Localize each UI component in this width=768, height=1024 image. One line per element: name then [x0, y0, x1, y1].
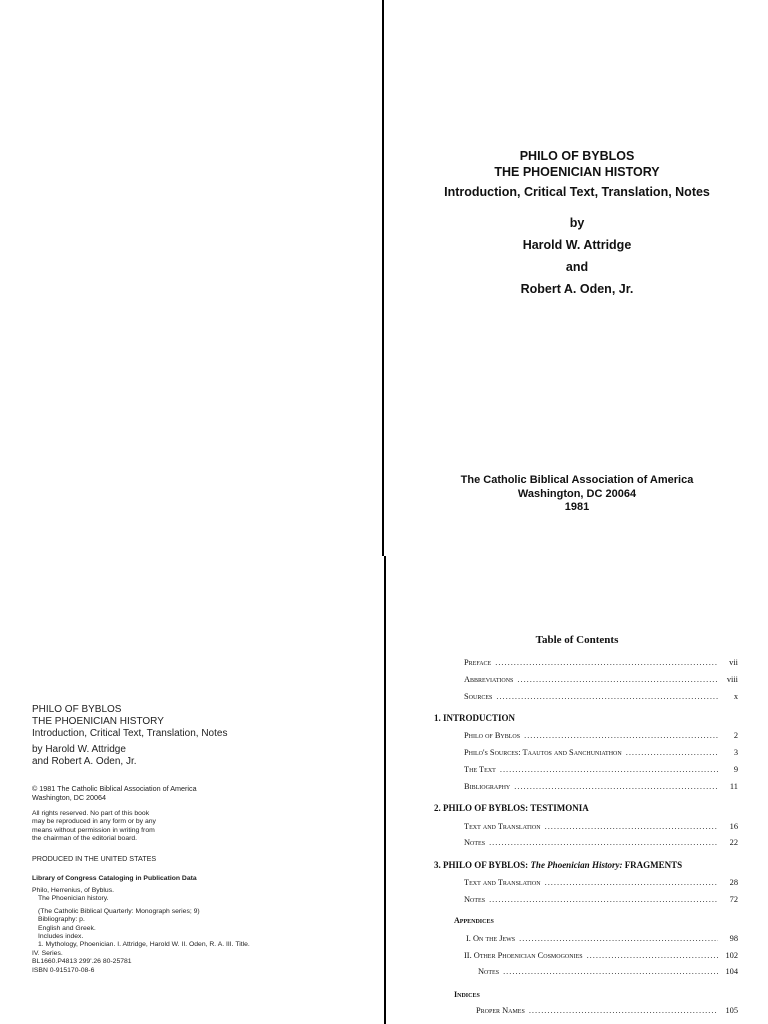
cip-line: ISBN 0-915170-08-6 — [32, 966, 95, 974]
rights-line3: means without permission in writing from — [32, 826, 155, 834]
copyright-block — [32, 704, 372, 975]
author-name: Harold W. Attridge — [522, 238, 632, 252]
publisher-location: Washington, DC 20064 — [517, 487, 637, 500]
toc-entry — [464, 675, 738, 684]
author-name: Robert A. Oden, Jr. — [520, 282, 634, 296]
toc-entry-page: 11 — [729, 782, 738, 791]
and-word: and — [565, 260, 589, 274]
cip-line: Includes index. — [38, 933, 84, 941]
toc-entry-label: Notes — [464, 895, 486, 904]
toc-entry-page: 16 — [729, 822, 738, 831]
rights-line1: All rights reserved. No part of this book — [32, 810, 150, 818]
toc-entry-page: 102 — [725, 951, 738, 960]
cip-line: (The Catholic Biblical Quarterly: Monograph series; 9) — [38, 907, 200, 915]
publication-year: 1981 — [564, 501, 590, 513]
toc-entry — [464, 748, 738, 757]
cip-line: Bibliography: p. — [38, 916, 85, 924]
book-subtitle: Introduction, Critical Text, Translation, Notes — [444, 185, 710, 199]
toc-entry-label: Sources — [464, 692, 493, 701]
toc-entry — [464, 658, 738, 667]
toc-entry — [466, 934, 738, 943]
copyright-title-line1: PHILO OF BYBLOS — [32, 704, 122, 715]
toc-entry — [464, 895, 738, 904]
copyright-authors-line2: and Robert A. Oden, Jr. — [32, 755, 137, 767]
toc-entry — [464, 822, 738, 831]
copyright-subtitle: Introduction, Critical Text, Translation, Notes — [32, 728, 228, 740]
toc-entry-label: Notes — [464, 838, 486, 847]
toc-entry-page: 22 — [729, 838, 738, 847]
toc-entry-page: vii — [729, 658, 738, 667]
toc-entry-label: Philo of Byblos — [464, 731, 521, 740]
right-page — [386, 0, 768, 1024]
toc-section-italic: The Phoenician History: — [530, 860, 623, 870]
toc-entry-label: Text and Translation — [464, 822, 541, 831]
toc-entry — [464, 765, 738, 774]
toc-entry — [464, 878, 738, 887]
cip-heading: Library of Congress Cataloging in Publication Data — [32, 874, 197, 882]
left-page — [0, 0, 383, 1024]
produced-line: PRODUCED IN THE UNITED STATES — [32, 853, 157, 863]
cip-line: BL1660.P4813 299'.26 80-25781 — [32, 958, 132, 966]
toc-entry-page: x — [733, 692, 738, 701]
toc-section-heading: 2. PHILO OF BYBLOS: TESTIMONIA — [434, 803, 589, 813]
toc-entry-page: 98 — [729, 934, 738, 943]
toc-entry-page: 9 — [733, 765, 738, 774]
copyright-authors-line1: by Harold W. Attridge — [32, 743, 126, 755]
toc-entry-label: The Text — [464, 765, 496, 774]
copyright-notice-line1: © 1981 The Catholic Biblical Association of America — [32, 784, 197, 794]
toc-entry-page: 105 — [725, 1006, 738, 1015]
toc-appendices-heading: Appendices — [454, 916, 494, 925]
toc-indices-heading: Indices — [454, 990, 480, 999]
toc-entry-page: 28 — [729, 878, 738, 887]
toc-entry-page: 72 — [729, 895, 738, 904]
toc-entry-label: Abbreviations — [464, 675, 514, 684]
toc-section-heading — [434, 860, 682, 870]
title-block — [386, 148, 768, 200]
toc-entry — [464, 838, 738, 847]
cip-line: 1. Mythology, Phoenician. I. Attridge, Harold W. II. Oden, R. A. III. Title. — [38, 941, 250, 949]
toc-entry-label: Proper Names — [476, 1006, 525, 1015]
toc-entry-page: 104 — [725, 967, 738, 976]
toc-entry-label: Philo's Sources: Taautos and Sanchuniathon — [464, 748, 622, 757]
toc-entry — [464, 782, 738, 791]
book-title-line2: THE PHOENICIAN HISTORY — [494, 165, 660, 179]
toc-entry — [478, 967, 738, 976]
toc-entry — [476, 1006, 738, 1015]
cip-line: English and Greek. — [38, 924, 96, 932]
toc-entry — [464, 731, 738, 740]
copyright-notice-line2: Washington, DC 20064 — [32, 793, 107, 803]
toc-section-heading: 1. INTRODUCTION — [434, 713, 516, 723]
toc-entry-page: viii — [726, 675, 738, 684]
toc-entry-page: 3 — [733, 748, 738, 757]
copyright-title-line2: THE PHOENICIAN HISTORY — [32, 716, 164, 728]
publisher-name: The Catholic Biblical Association of America — [460, 474, 694, 486]
toc-section-suffix: FRAGMENTS — [622, 860, 683, 870]
toc-entry-label: II. Other Phoenician Cosmogonies — [464, 951, 583, 960]
publisher-block — [386, 474, 768, 515]
toc-entry-label: Bibliography — [464, 782, 511, 791]
toc-entry-label: I. On the Jews — [466, 934, 516, 943]
toc-section-prefix: 3. PHILO OF BYBLOS: — [434, 860, 531, 870]
cip-line: Philo, Herrenius, of Byblus. — [32, 887, 114, 895]
toc-entry-label: Text and Translation — [464, 878, 541, 887]
book-title-line1: PHILO OF BYBLOS — [519, 149, 635, 163]
rights-line4: the chairman of the editorial board. — [32, 835, 138, 843]
toc-entry-label: Preface — [464, 658, 492, 667]
toc-entry-label: Notes — [478, 967, 500, 976]
toc-heading: Table of Contents — [535, 634, 619, 646]
toc-entry — [464, 692, 738, 701]
rights-line2: may be reproduced in any form or by any — [32, 818, 156, 826]
cip-line: IV. Series. — [32, 949, 63, 957]
by-word: by — [569, 216, 585, 230]
cip-line: The Phoenician history. — [38, 895, 109, 903]
toc-entry — [464, 951, 738, 960]
toc-entry-page: 2 — [733, 731, 738, 740]
authors-block — [386, 212, 768, 300]
